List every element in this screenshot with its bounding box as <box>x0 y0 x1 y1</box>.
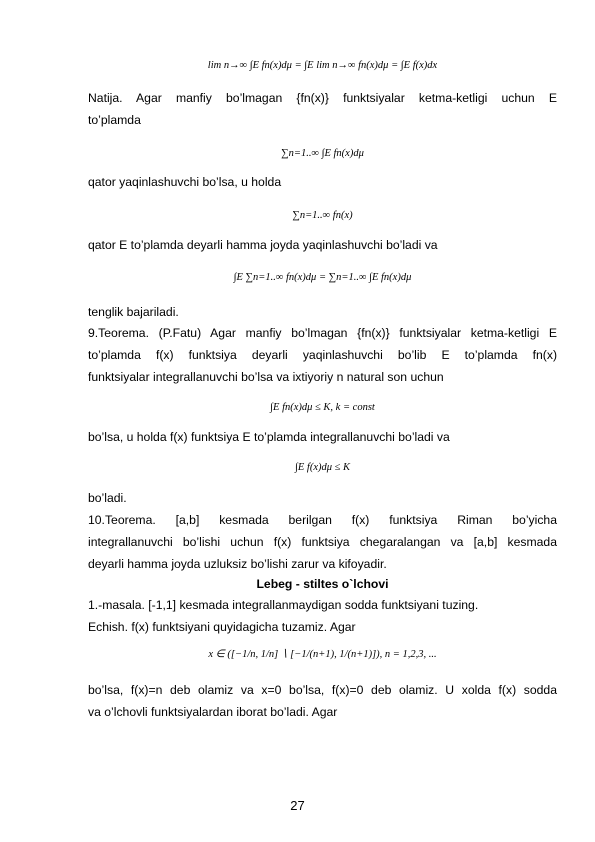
solution-line: va o’lchovli funktsiyalardan iborat bo’ladi. Agar <box>88 705 338 719</box>
theorem-10-line: 10.Teorema. [a,b] kesmada berilgan f(x) funktsiya Riman bo’yicha <box>88 513 557 527</box>
formula-limit-bound: ∫E f(x)dμ ≤ K <box>294 462 351 473</box>
paragraph-line: tenglik bajariladi. <box>88 305 179 319</box>
paragraph-line: qator E to’plamda deyarli hamma joyda yaqinlashuvchi bo’ladi va <box>88 238 438 252</box>
solution-line: bo’lsa, f(x)=n deb olamiz va x=0 bo’lsa, f(x)=0 deb olamiz. U xolda f(x) sodda <box>88 683 557 697</box>
paragraph-line: bo’lsa, u holda f(x) funktsiya E to’plamda integrallanuvchi bo’ladi va <box>88 430 450 444</box>
theorem-10-line: integrallanuvchi bo’lishi uchun f(x) funktsiya chegaralangan va [a,b] kesmada <box>88 535 557 549</box>
formula-integral-of-series: ∫E ∑n=1..∞ fn(x)dμ = ∑n=1..∞ ∫E fn(x)dμ <box>233 272 412 283</box>
paragraph-line: to’plamda <box>88 113 141 127</box>
paragraph-line: Natija. Agar manfiy bo’lmagan {fn(x)} funktsiyalar ketma-ketligi uchun E <box>88 91 557 105</box>
theorem-9-line: funktsiyalar integrallanuvchi bo’lsa va ixtiyoriy n natural son uchun <box>88 370 444 384</box>
theorem-10-line: deyarli hamma joyda uzluksiz bo’lishi zarur va kifoyadir. <box>88 557 387 571</box>
paragraph-line: qator yaqinlashuvchi bo’lsa, u holda <box>88 175 282 189</box>
solution-line: Echish. f(x) funktsiyani quyidagicha tuzamiz. Agar <box>88 620 356 634</box>
paragraph-line: bo’ladi. <box>88 491 127 505</box>
formula-bounded-integral: ∫E fn(x)dμ ≤ K, k = const <box>270 402 375 413</box>
problem-statement: 1.-masala. [-1,1] kesmada integrallanmaydigan sodda funktsiyani tuzing. <box>88 598 479 612</box>
formula-series-of-integrals: ∑n=1..∞ ∫E fn(x)dμ <box>281 148 364 159</box>
formula-limit-integral: lim n→∞ ∫E fn(x)dμ = ∫E lim n→∞ fn(x)dμ = ∫E f(x)dx <box>207 60 438 71</box>
theorem-9-line: to’plamda f(x) funktsiya deyarli yaqinlashuvchi bo’lib E to’plamda fn(x) <box>88 348 557 362</box>
section-heading: Lebeg - stiltes o`lchovi <box>256 577 389 591</box>
formula-series: ∑n=1..∞ fn(x) <box>292 210 353 221</box>
page-number: 27 <box>290 798 305 813</box>
theorem-9-line: 9.Teorema. (P.Fatu) Agar manfiy bo’lmagan {fn(x)} funktsiyalar ketma-ketligi E <box>88 326 557 340</box>
formula-set-condition: x ∈ ([−1/n, 1/n] ∖ [−1/(n+1), 1/(n+1)]), n = 1,2,3, ... <box>208 649 437 660</box>
